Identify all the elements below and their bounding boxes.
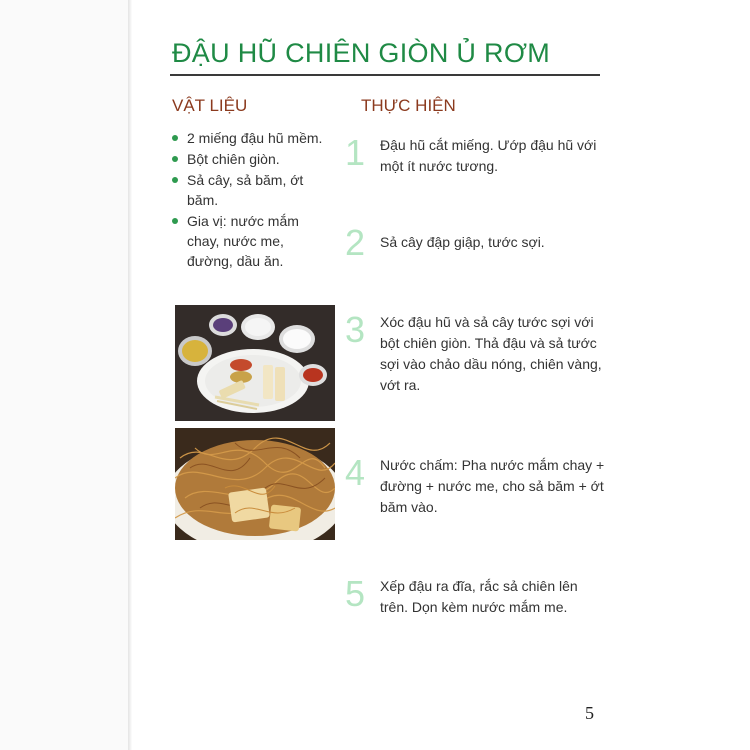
ingredients-list	[170, 128, 330, 272]
ingredient-item	[170, 170, 330, 210]
ingredient-text: Bột chiên giòn.	[187, 151, 280, 167]
step-number: 2	[345, 222, 366, 263]
bullet-icon	[172, 135, 178, 141]
step-text: Đậu hũ cắt miếng. Ướp đậu hũ với một ít nước tương.	[380, 137, 597, 174]
ingredient-item	[170, 128, 330, 148]
ingredient-text: Sả cây, sả băm, ớt băm.	[187, 172, 304, 208]
bullet-icon	[172, 218, 178, 224]
page-gutter-edge	[128, 0, 131, 750]
ingredient-text: Gia vị: nước mắm chay, nước me, đường, dầu ăn.	[187, 213, 299, 269]
bullet-icon	[172, 177, 178, 183]
title-divider	[170, 74, 600, 76]
step-number: 1	[345, 132, 366, 173]
bullet-icon	[172, 156, 178, 162]
ingredient-item	[170, 149, 330, 169]
ingredient-item	[170, 211, 330, 271]
step-number: 5	[345, 573, 366, 614]
recipe-title: ĐẬU HŨ CHIÊN GIÒN Ủ RƠM	[172, 38, 551, 68]
finished-dish-photo	[175, 428, 335, 540]
page-gutter	[0, 0, 132, 750]
ingredient-text: 2 miếng đậu hũ mềm.	[187, 130, 323, 146]
step-number: 4	[345, 452, 366, 493]
ingredients-photo	[175, 305, 335, 421]
ingredients-heading: VẬT LIỆU	[172, 96, 248, 115]
step-text: Xóc đậu hũ và sả cây tước sợi với bột chiên giòn. Thả đậu và sả tước sợi vào chảo dầu nóng, chiên vàng, vớt ra.	[380, 314, 602, 393]
method-heading: THỰC HIỆN	[361, 96, 456, 115]
step-number: 3	[345, 309, 366, 350]
step-text: Sả cây đập giập, tước sợi.	[380, 234, 545, 250]
page-number: 5	[585, 703, 594, 723]
step-text: Xếp đậu ra đĩa, rắc sả chiên lên trên. Dọn kèm nước mắm me.	[380, 578, 578, 615]
step-text: Nước chấm: Pha nước mắm chay + đường + nước me, cho sả băm + ớt băm vào.	[380, 457, 605, 515]
